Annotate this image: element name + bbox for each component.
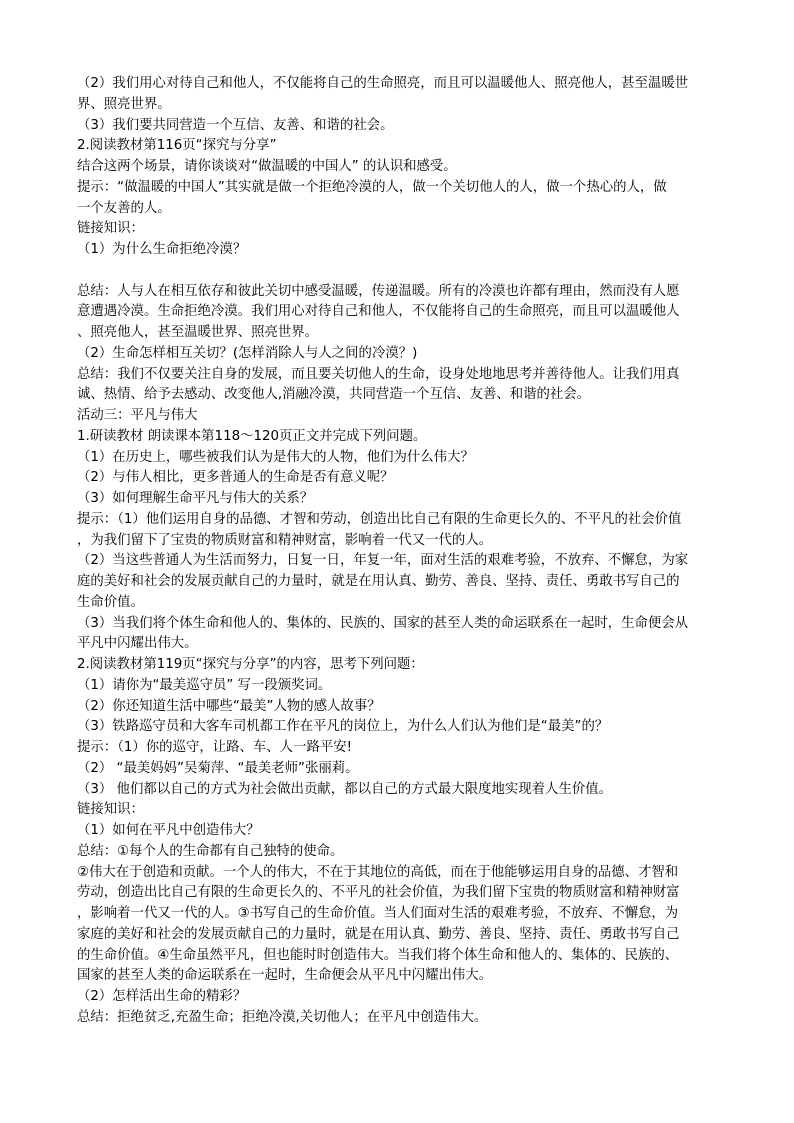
text-line: 总结：人与人在相互依存和彼此关切中感受温暖，传递温暖。所有的冷漠也许都有理由，然而没有人愿 [77, 283, 680, 299]
text-line: （3）当我们将个体生命和他人的、集体的、民族的、国家的甚至人类的命运联系在一起时，生命便会从 [77, 615, 689, 631]
question-line: （2）怎样活出生命的精彩？ [77, 989, 247, 1004]
question-line: （2）与伟人相比，更多普通人的生命是否有意义呢？ [77, 470, 394, 486]
text-line: 、照亮他人，甚至温暖世界、照亮世界。 [77, 325, 319, 340]
text-line: 界、照亮世界。 [77, 96, 171, 112]
text-line: 提示：“做温暖的中国人”其实就是做一个拒绝冷漠的人，做一个关切他人的人，做一个热心的人，做 [77, 179, 667, 195]
text-line: 的生命价值。④生命虽然平凡，但也能时时创造伟大。当我们将个体生命和他人的、集体的、民族的、 [77, 947, 679, 963]
text-line: 意遭遇冷漠。生命拒绝冷漠。我们用心对待自己和他人，不仅能将自己的生命照亮，而且可以温暖他人 [77, 304, 680, 320]
question-line: （1）为什么生命拒绝冷漠？ [77, 242, 247, 257]
text-line: （2）当这些普通人为生活而努力，日复一日，年复一年，面对生活的艰难考验，不放弃、不懈怠，为家 [77, 553, 689, 569]
section-heading: 1.研读教材 朗读课本第118～120页正文并完成下列问题。 [77, 428, 427, 444]
text-line: 国家的甚至人类的命运联系在一起时，生命便会从平凡中闪耀出伟大。 [77, 968, 493, 984]
text-line: （2）我们用心对待自己和他人，不仅能将自己的生命照亮，而且可以温暖他人、照亮他人，甚至温暖世 [77, 76, 689, 91]
text-line: （3）我们要共同营造一个互信、友善、和谐的社会。 [77, 117, 394, 133]
text-line: 平凡中闪耀出伟大。 [77, 636, 198, 652]
text-line: ②伟大在于创造和贡献。一个人的伟大，不在于其地位的高低，而在于他能够运用自身的品德、才智和 [77, 864, 679, 880]
blank-line [77, 261, 722, 282]
text-line: （3） 他们都以自己的方式为社会做出贡献，都以自己的方式最大限度地实现着人生价值。 [77, 781, 613, 797]
text-line: 庭的美好和社会的发展贡献自己的力量时，就是在用认真、勤劳、善良、坚持、责任、勇敢书写自己的 [77, 574, 680, 589]
question-line: （1）如何在平凡中创造伟大？ [77, 823, 260, 838]
text-line: 总结：我们不仅要关注自身的发展，而且要关切他人的生命，设身处地地思考并善待他人。让我们用真 [77, 366, 680, 382]
question-line: （3）如何理解生命平凡与伟大的关系？ [77, 491, 314, 506]
text-line: 劳动，创造出比自己有限的生命更长久的、不平凡的社会价值，为我们留下宝贵的物质财富和精神财富 [77, 885, 680, 901]
question-line: （2）你还知道生活中哪些“最美”人物的感人故事？ [77, 698, 381, 714]
text-line: （2） “最美妈妈”吴菊萍、“最美老师”张丽莉。 [77, 760, 359, 776]
text-line: 诚、热情、给予去感动、改变他人,消融冷漠，共同营造一个互信、友善、和谐的社会。 [77, 387, 591, 403]
question-line: （2）生命怎样相互关切？(怎样消除人与人之间的冷漠？) [77, 345, 418, 361]
question-line: （1）请你为“最美巡守员” 写一段颁奖词。 [77, 677, 332, 693]
text-line: 一个友善的人。 [77, 200, 171, 216]
text-line: 家庭的美好和社会的发展贡献自己的力量时，就是在用认真、勤劳、善良、坚持、责任、勇敢书写自己 [77, 926, 680, 942]
text-line: 总结：①每个人的生命都有自己独特的使命。 [77, 843, 344, 859]
text-line: 生命价值。 [77, 594, 144, 610]
question-line: （1）在历史上，哪些被我们认为是伟大的人物，他们为什么伟大？ [77, 449, 474, 465]
section-heading: 活动三：平凡与伟大 [77, 408, 198, 423]
text-line: ，为我们留下了宝贵的物质财富和精神财富，影响着一代又一代的人。 [77, 532, 493, 548]
section-heading: 2.阅读教材第119页“探究与分享”的内容，思考下列问题： [77, 657, 424, 672]
document-page [77, 74, 722, 1029]
section-heading: 链接知识： [77, 802, 144, 818]
question-line: （3）铁路巡守员和大客车司机都工作在平凡的岗位上，为什么人们认为他们是“最美”的？ [77, 719, 609, 735]
section-heading: 链接知识： [77, 221, 144, 237]
text-line: 结合这两个场景，请你谈谈对“做温暖的中国人” 的认识和感受。 [77, 159, 457, 174]
text-line: 提示：（1）你的巡守，让路、车、人一路平安! [77, 740, 352, 755]
text-line: 提示：（1）他们运用自身的品德、才智和劳动，创造出比自己有限的生命更长久的、不平凡的社会价值 [77, 511, 682, 527]
text-line: ，影响着一代又一代的人。③书写自己的生命价值。当人们面对生活的艰难考验，不放弃、不懈怠，为 [77, 906, 679, 921]
section-heading: 2.阅读教材第116页“探究与分享” [77, 138, 277, 154]
text-line: 总结：拒绝贫乏,充盈生命；拒绝冷漠,关切他人；在平凡中创造伟大。 [77, 1009, 488, 1025]
